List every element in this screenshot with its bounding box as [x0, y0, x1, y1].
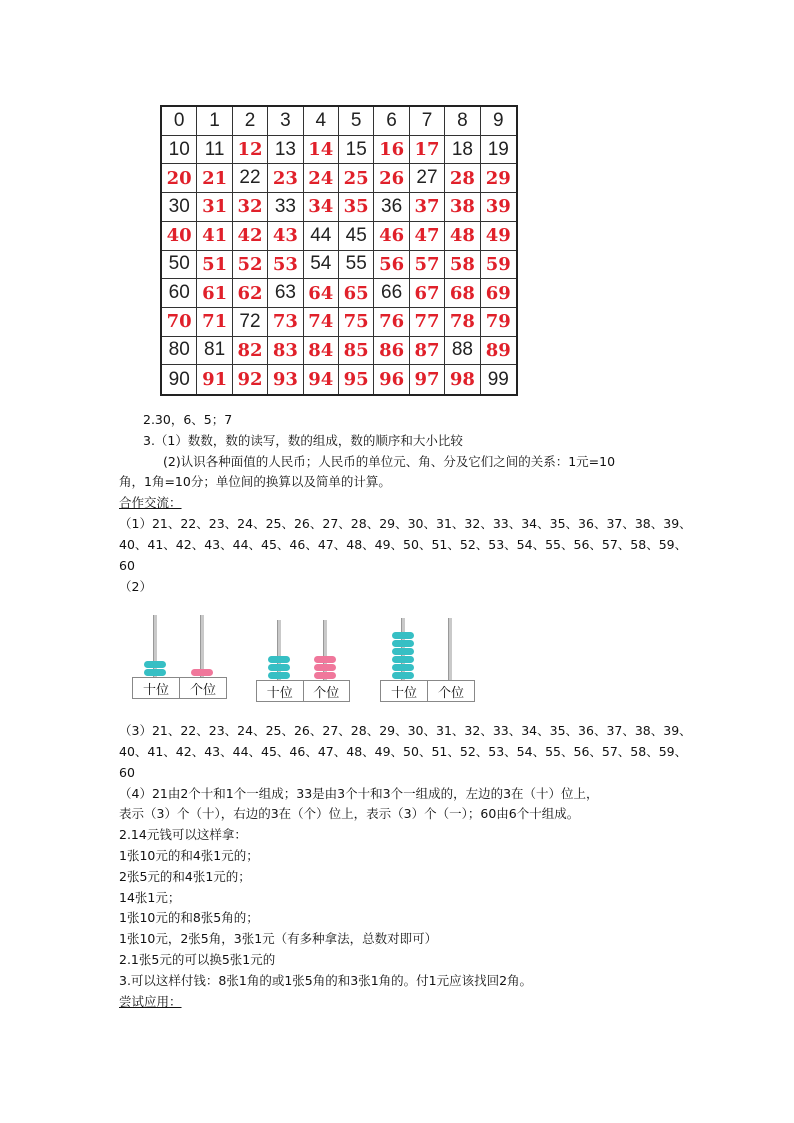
- chart-cell: 30: [162, 193, 197, 222]
- chart-cell: 68: [445, 279, 480, 308]
- chart-cell: 13: [268, 136, 303, 165]
- chart-cell: 63: [268, 279, 303, 308]
- chart-cell: 61: [197, 279, 232, 308]
- chart-cell: 92: [233, 365, 268, 394]
- tens-bead: [392, 648, 414, 655]
- chart-cell: 82: [233, 337, 268, 366]
- chart-cell: 52: [233, 251, 268, 280]
- chart-cell: 76: [374, 308, 409, 337]
- chart-cell: 37: [410, 193, 445, 222]
- chart-cell: 44: [304, 222, 339, 251]
- chart-cell: 58: [445, 251, 480, 280]
- chart-cell: 60: [162, 279, 197, 308]
- chart-cell: 26: [374, 164, 409, 193]
- chart-cell: 27: [410, 164, 445, 193]
- heading-cooperation: 合作交流：: [119, 495, 182, 510]
- chart-cell: 88: [445, 337, 480, 366]
- abacus-base: [380, 680, 475, 702]
- pay-answer: 3.可以这样付钱：8张1角的或1张5角的和3张1角的。付1元应该找回2角。: [119, 973, 533, 988]
- chart-cell: 0: [162, 107, 197, 136]
- heading-try-apply: 尝试应用：: [119, 994, 182, 1009]
- chart-cell: 64: [304, 279, 339, 308]
- chart-cell: 81: [197, 337, 232, 366]
- money-option-3: 14张1元；: [119, 890, 181, 905]
- chart-cell: 24: [304, 164, 339, 193]
- chart-cell: 17: [410, 136, 445, 165]
- chart-cell: 34: [304, 193, 339, 222]
- chart-cell: 49: [481, 222, 516, 251]
- chart-cell: 80: [162, 337, 197, 366]
- chart-cell: 20: [162, 164, 197, 193]
- chart-cell: 84: [304, 337, 339, 366]
- chart-cell: 74: [304, 308, 339, 337]
- chart-cell: 15: [339, 136, 374, 165]
- ones-bead: [191, 669, 213, 676]
- chart-cell: 77: [410, 308, 445, 337]
- ones-label: 个位: [189, 682, 216, 698]
- chart-cell: 42: [233, 222, 268, 251]
- chart-cell: 14: [304, 136, 339, 165]
- chart-cell: 97: [410, 365, 445, 394]
- chart-cell: 78: [445, 308, 480, 337]
- chart-cell: 86: [374, 337, 409, 366]
- chart-cell: 7: [410, 107, 445, 136]
- chart-cell: 16: [374, 136, 409, 165]
- chart-cell: 12: [233, 136, 268, 165]
- tens-bead: [268, 656, 290, 663]
- chart-cell: 90: [162, 365, 197, 394]
- tens-bead: [392, 640, 414, 647]
- chart-cell: 66: [374, 279, 409, 308]
- tens-bead: [144, 669, 166, 676]
- tens-label: 十位: [133, 678, 180, 698]
- chart-cell: 43: [268, 222, 303, 251]
- chart-cell: 50: [162, 251, 197, 280]
- chart-cell: 69: [481, 279, 516, 308]
- money-option-4: 1张10元的和8张5角的；: [119, 910, 259, 925]
- chart-cell: 25: [339, 164, 374, 193]
- chart-cell: 54: [304, 251, 339, 280]
- chart-cell: 94: [304, 365, 339, 394]
- chart-cell: 35: [339, 193, 374, 222]
- tens-label: 十位: [381, 681, 428, 701]
- chart-cell: 23: [268, 164, 303, 193]
- tens-bead: [144, 661, 166, 668]
- chart-cell: 31: [197, 193, 232, 222]
- chart-cell: 89: [481, 337, 516, 366]
- chart-cell: 56: [374, 251, 409, 280]
- answer-line-3-1: 3.（1）数数，数的读写，数的组成，数的顺序和大小比较: [143, 433, 463, 448]
- coop-1-line-a: （1）21、22、23、24、25、26、27、28、29、30、31、32、33、34、35、36、37、38、39、: [119, 516, 692, 531]
- chart-cell: 67: [410, 279, 445, 308]
- chart-cell: 45: [339, 222, 374, 251]
- ones-label: 个位: [313, 685, 340, 701]
- chart-cell: 57: [410, 251, 445, 280]
- chart-cell: 28: [445, 164, 480, 193]
- chart-cell: 75: [339, 308, 374, 337]
- tens-bead: [268, 664, 290, 671]
- ones-rod: [448, 618, 452, 680]
- chart-cell: 96: [374, 365, 409, 394]
- coop-4-line-b: 表示（3）个（十），右边的3在（个）位上，表示（3）个（一）；60由6个十组成。: [119, 806, 580, 821]
- chart-cell: 1: [197, 107, 232, 136]
- ones-bead: [314, 672, 336, 679]
- chart-cell: 32: [233, 193, 268, 222]
- chart-cell: 48: [445, 222, 480, 251]
- chart-cell: 70: [162, 308, 197, 337]
- ones-bead: [314, 656, 336, 663]
- tens-label: 十位: [257, 681, 304, 701]
- hundred-chart: [160, 105, 518, 396]
- chart-cell: 85: [339, 337, 374, 366]
- coop-2-label: （2）: [119, 579, 152, 594]
- ones-rod: [200, 615, 204, 677]
- money-option-1: 1张10元的和4张1元的；: [119, 848, 259, 863]
- chart-cell: 4: [304, 107, 339, 136]
- chart-cell: 39: [481, 193, 516, 222]
- chart-cell: 40: [162, 222, 197, 251]
- chart-cell: 41: [197, 222, 232, 251]
- chart-cell: 2: [233, 107, 268, 136]
- chart-cell: 11: [197, 136, 232, 165]
- chart-cell: 55: [339, 251, 374, 280]
- tens-bead: [392, 672, 414, 679]
- chart-cell: 36: [374, 193, 409, 222]
- chart-cell: 71: [197, 308, 232, 337]
- chart-cell: 83: [268, 337, 303, 366]
- chart-cell: 38: [445, 193, 480, 222]
- tens-bead: [392, 656, 414, 663]
- chart-cell: 21: [197, 164, 232, 193]
- ones-bead: [314, 664, 336, 671]
- coop-1-line-c: 60: [119, 558, 135, 573]
- coop-4-line-a: （4）21由2个十和1个一组成；33是由3个十和3个一组成的，左边的3在（十）位上，: [119, 786, 599, 801]
- tens-rod: [277, 620, 281, 680]
- chart-cell: 72: [233, 308, 268, 337]
- abacus-base: [256, 680, 350, 702]
- chart-cell: 98: [445, 365, 480, 394]
- chart-cell: 9: [481, 107, 516, 136]
- chart-cell: 93: [268, 365, 303, 394]
- tens-bead: [268, 672, 290, 679]
- chart-cell: 29: [481, 164, 516, 193]
- chart-cell: 6: [374, 107, 409, 136]
- chart-cell: 53: [268, 251, 303, 280]
- ones-rod: [323, 620, 327, 680]
- chart-cell: 73: [268, 308, 303, 337]
- chart-cell: 87: [410, 337, 445, 366]
- chart-cell: 59: [481, 251, 516, 280]
- chart-cell: 10: [162, 136, 197, 165]
- chart-cell: 79: [481, 308, 516, 337]
- coop-3-line-a: （3）21、22、23、24、25、26、27、28、29、30、31、32、33、34、35、36、37、38、39、: [119, 723, 692, 738]
- ones-label: 个位: [437, 685, 464, 701]
- money-option-5: 1张10元，2张5角，3张1元（有多种拿法，总数对即可）: [119, 931, 438, 946]
- chart-cell: 95: [339, 365, 374, 394]
- answer-line-3-2b: 角，1角=10分；单位间的换算以及简单的计算。: [119, 474, 391, 489]
- tens-bead: [392, 632, 414, 639]
- chart-cell: 33: [268, 193, 303, 222]
- chart-cell: 51: [197, 251, 232, 280]
- money-option-2: 2张5元的和4张1元的；: [119, 869, 251, 884]
- money-heading: 2.14元钱可以这样拿：: [119, 827, 247, 842]
- chart-cell: 5: [339, 107, 374, 136]
- coop-3-line-c: 60: [119, 765, 135, 780]
- chart-cell: 62: [233, 279, 268, 308]
- chart-cell: 65: [339, 279, 374, 308]
- coop-3-line-b: 40、41、42、43、44、45、46、47、48、49、50、51、52、53、54、55、56、57、58、59、: [119, 744, 688, 759]
- answer-line-2: 2.30，6、5；7: [143, 412, 233, 427]
- chart-cell: 3: [268, 107, 303, 136]
- chart-cell: 91: [197, 365, 232, 394]
- chart-cell: 8: [445, 107, 480, 136]
- exchange-answer: 2.1张5元的可以换5张1元的: [119, 952, 276, 967]
- abacus-base: [132, 677, 227, 699]
- chart-cell: 46: [374, 222, 409, 251]
- chart-cell: 99: [487, 368, 509, 390]
- chart-cell: 47: [410, 222, 445, 251]
- chart-cell: 18: [445, 136, 480, 165]
- chart-cell: 22: [233, 164, 268, 193]
- answer-line-3-2a: (2)认识各种面值的人民币；人民币的单位元、角、分及它们之间的关系：1元=10: [163, 454, 616, 469]
- tens-bead: [392, 664, 414, 671]
- coop-1-line-b: 40、41、42、43、44、45、46、47、48、49、50、51、52、53、54、55、56、57、58、59、: [119, 537, 688, 552]
- chart-cell: 19: [481, 136, 516, 165]
